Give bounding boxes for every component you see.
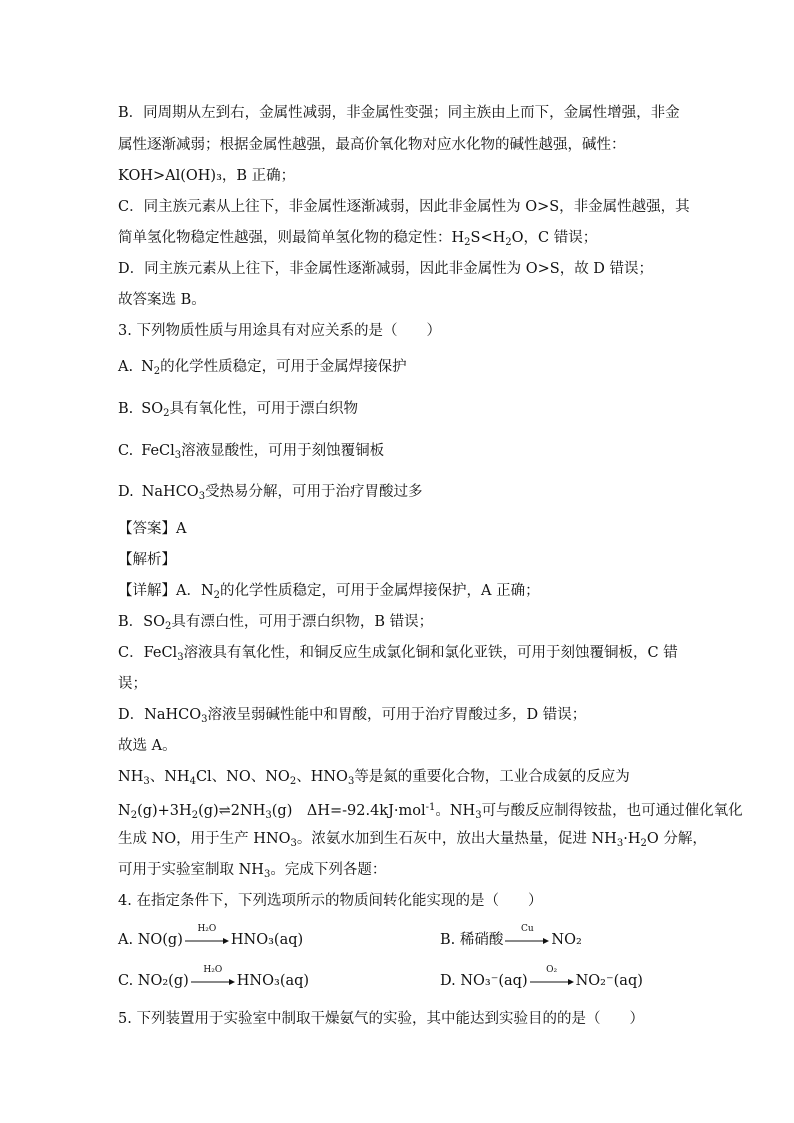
question-4-option-b: B. 稀硝酸 Cu NO₂ xyxy=(440,924,582,948)
passage-line3: 生成 NO，用于生产 $HNO_3$。浓氨水加到生石灰中，放出大量热量，促进 $NH_3\cdot H_2O$ 分解， xyxy=(118,831,707,849)
answer-conclusion-1: 故答案选 B。 xyxy=(118,292,206,308)
question-5-stem: 5. 下列装置用于实验室中制取干燥氨气的实验，其中能达到实验目的的是（ ） xyxy=(118,1011,644,1027)
question-3-option-d: D. NaHCO$_3$受热易分解，可用于治疗胃酸过多 xyxy=(118,484,423,502)
explanation-b-line1: B．同周期从左到右，金属性减弱，非金属性变强；同主族由上而下，金属性增强，非金 xyxy=(118,105,680,121)
reaction-arrow: H₂O xyxy=(191,974,235,988)
question-4-option-c: C. NO₂(g) H₂O HNO₃(aq) xyxy=(118,965,310,989)
detail-line-d: D．NaHCO$_3$溶液呈弱碱性能中和胃酸，可用于治疗胃酸过多，D 错误； xyxy=(118,707,587,725)
explanation-d-line1: D．同主族元素从上往下，非金属性逐渐减弱，因此非金属性为 O>S，故 D 错误； xyxy=(118,261,654,277)
detail-line-c-cont: 误； xyxy=(118,676,147,692)
question-4-option-d: D. NO₃⁻(aq) O₂ NO₂⁻(aq) xyxy=(440,965,643,989)
answer-conclusion-2: 故选 A。 xyxy=(118,738,177,754)
explanation-c-line2: 简单氢化物稳定性越强，则最简单氢化物的稳定性：$H_2S<H_2O$，C 错误； xyxy=(118,230,598,248)
question-4-stem: 4. 在指定条件下，下列选项所示的物质间转化能实现的是（ ） xyxy=(118,893,543,909)
detail-line-a: 【详解】A．$N_2$的化学性质稳定，可用于金属焊接保护，A 正确； xyxy=(118,583,540,601)
question-4-option-a: A. NO(g) H₂O HNO₃(aq) xyxy=(118,924,304,948)
reaction-arrow: Cu xyxy=(505,933,549,947)
question-3-option-b: B. $SO_2$具有氧化性，可用于漂白织物 xyxy=(118,401,358,419)
answer-label: 【答案】A xyxy=(118,521,187,537)
explanation-b-line2: 属性逐渐减弱；根据金属性越强，最高价氧化物对应水化物的碱性越强，碱性： xyxy=(118,137,626,153)
question-3-stem: 3. 下列物质性质与用途具有对应关系的是（ ） xyxy=(118,323,441,339)
explanation-c-line1: C．同主族元素从上往下，非金属性逐渐减弱，因此非金属性为 O>S，非金属性越强，其 xyxy=(118,199,690,215)
passage-line2: $N_2(g)+3H_2(g)\rightleftharpoons 2NH_3(g)$ ΔH=-92.4kJ·mol$^{-1}$。$NH_3$可与酸反应制得铵盐，也可通过催化氧化 xyxy=(118,802,743,821)
reaction-arrow: O₂ xyxy=(530,974,574,988)
passage-line1: $NH_3$、$NH_4Cl$、NO、$NO_2$、$HNO_3$等是氮的重要化合物，工业合成氨的反应为 xyxy=(118,769,630,787)
detail-line-b: B．$SO_2$具有漂白性，可用于漂白织物，B 错误； xyxy=(118,614,434,632)
analysis-label: 【解析】 xyxy=(118,552,176,568)
explanation-b-line3: KOH>Al(OH)₃，B 正确； xyxy=(118,168,296,184)
question-3-option-c: C. FeCl$_3$溶液显酸性，可用于刻蚀覆铜板 xyxy=(118,443,385,461)
reaction-arrow: H₂O xyxy=(185,933,229,947)
detail-line-c: C．FeCl$_3$溶液具有氧化性，和铜反应生成氯化铜和氯化亚铁，可用于刻蚀覆铜板，C 错 xyxy=(118,645,678,663)
question-3-option-a: A. $N_2$的化学性质稳定，可用于金属焊接保护 xyxy=(118,359,407,377)
passage-line4: 可用于实验室制取 $NH_3$。完成下列各题： xyxy=(118,862,387,880)
